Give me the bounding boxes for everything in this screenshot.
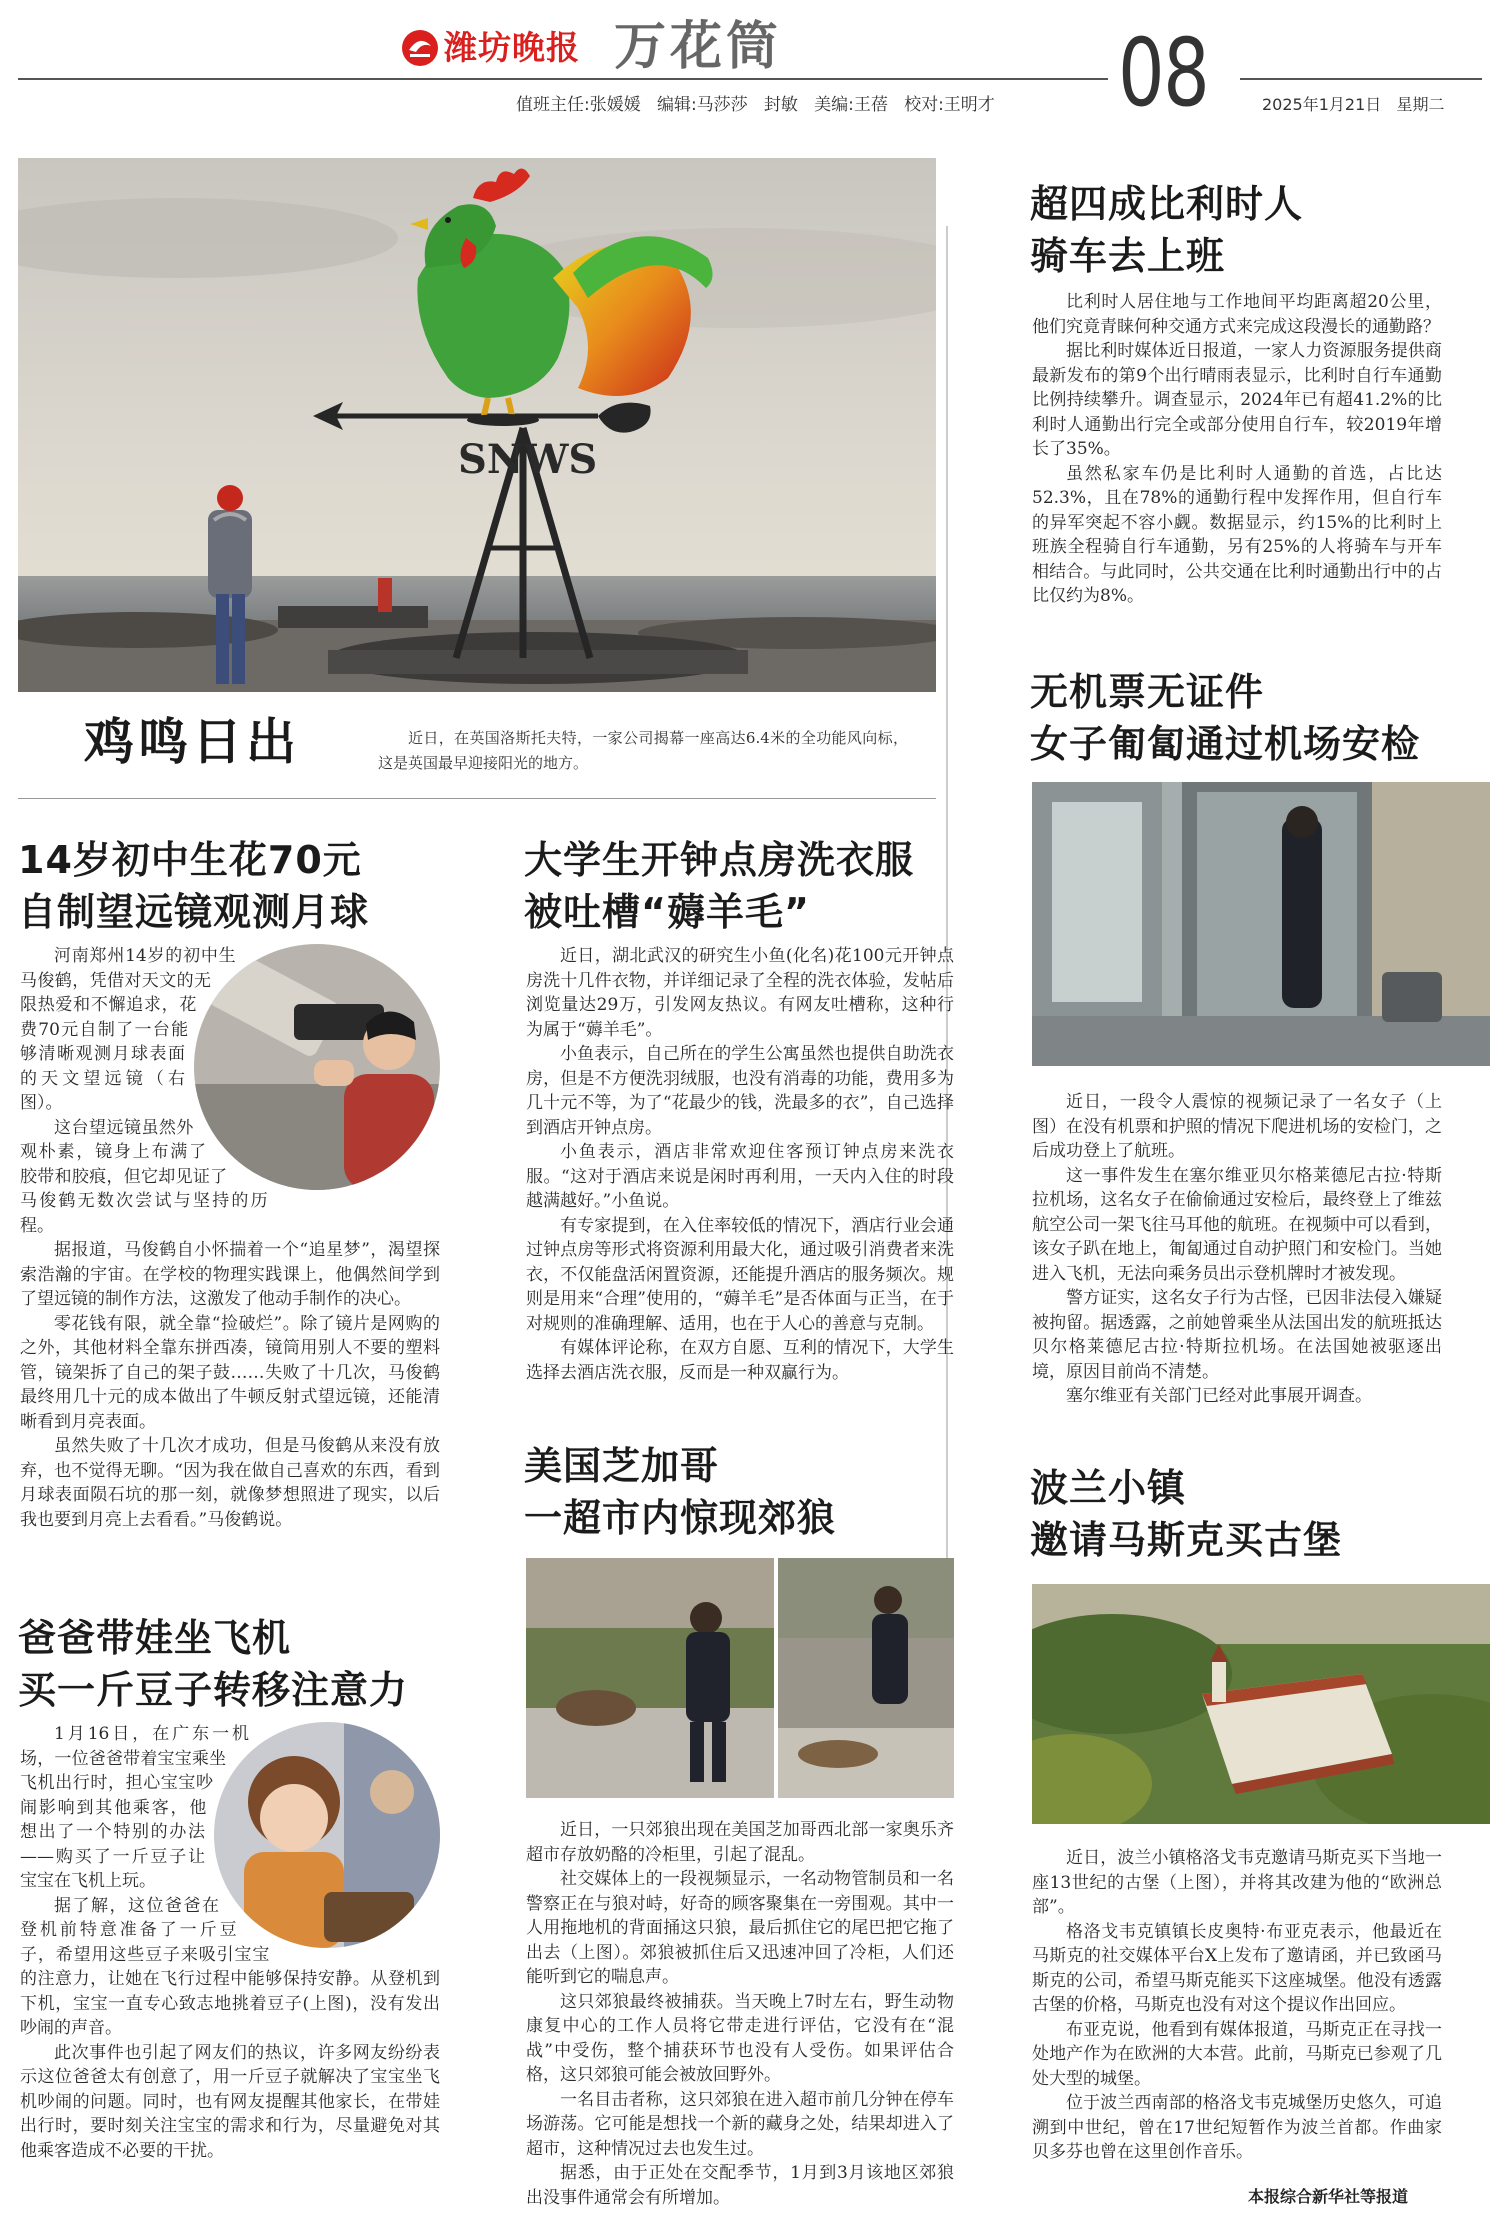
photo-telescope-boy [194,944,440,1190]
date-line [1262,94,1445,116]
article-coyote: 近日，一只郊狼出现在美国芝加哥西北部一家奥乐齐超市存放奶酪的冷柜里，引起了混乱。 社交媒体上的一段视频显示，一名动物管制员和一名警察正在与狼对峙，好奇的顾客聚集在一旁围观。其中一人用拖地机的背面捅这只狼，最后抓住它的尾巴把它拖了出去（上图）。郊狼被抓住后又迅速冲回了冷柜，人们还能听到它的喘息声。 这只郊狼最终被捕获。当天晚上7时左右，野生动物康复中心的工作人员将它带走进行评估，它没有在“混战”中受伤，整个捕获环节也没有人受伤。如果评估合格，这只郊狼可能会被放回野外。 一名目击者称，这只郊狼在进入超市前几分钟在停车场游荡。它可能是想找一个新的藏身之处，结果却进入了超市，这种情况过去也发生过。 据悉，由于正处在交配季节，1月到3月该地区郊狼出没事件通常会有所增加。 [526,1820,954,2208]
headline-bike: 超四成比利时人 骑车去上班 [1030,182,1304,279]
article-castle: 近日，波兰小镇格洛戈韦克邀请马斯克买下当地一座13世纪的古堡（上图），并将其改建为他的“欧洲总部”。 格洛戈韦克镇镇长皮奥特·布亚克表示，他最近在马斯克的社交媒体平台X上发布了邀请函，并已致函马斯克的公司，希望马斯克能买下这座城堡。他没有透露古堡的价格，马斯克也没有对这个提议作出回应。 布亚克说，他看到有媒体报道，马斯克正在寻找一处地产作为在欧洲的大本营。此前，马斯克已参观了几处大型的城堡。 位于波兰西南部的格洛戈韦克城堡历史悠久，可追溯到中世纪，曾在17世纪短暂作为波兰首都。作曲家贝多芬也曾在这里创作音乐。 [1032,1848,1442,2162]
masthead-rule [18,78,1108,80]
staff-line [516,94,995,116]
lead-photo-weathervane [18,158,936,692]
issue-weekday: 星期二 [1396,95,1445,114]
article-source: 本报综合新华社等报道 [1248,2187,1409,2206]
vane-letters: SNWS [458,436,598,483]
lead-caption: 近日，在英国洛斯托夫特，一家公司揭幕一座高达6.4米的全功能风向标，这是英国最早迎接阳光的地方。 [378,729,908,772]
paper-name: 潍坊晚报 [444,28,580,67]
headline-telescope: 14岁初中生花70元 自制望远镜观测月球 [18,838,370,935]
staff-editor: 编辑:马莎莎 [656,95,748,115]
article-telescope: 河南郑州14岁的初中生马俊鹤，凭借对天文的无限热爱和不懈追求，花费70元自制了一台能够清晰观测月球表面的天文望远镜（右图）。 这台望远镜虽然外观朴素，镜身上布满了胶带和胶痕，但它却见证了马俊鹤无数次尝试与坚持的历程。 据报道，马俊鹤自小怀揣着一个“追星梦”，渴望探索浩瀚的宇宙。在学校的物理实践课上，他偶然间学到了望远镜的制作方法，这激发了他动手制作的决心。 零花钱有限，就全靠“捡破烂”。除了镜片是网购的之外，其他材料全靠东拼西凑，镜筒用别人不要的塑料管，镜架拆了自己的架子鼓……失败了十几次，马俊鹤最终用几十元的成本做出了牛顿反射式望远镜，还能清晰看到月亮表面。 虽然失败了十几次才成功，但是马俊鹤从来没有放弃，也不觉得无聊。“因为我在做自己喜欢的东西，看到月球表面陨石坑的那一刻，就像梦想照进了现实，以后我也要到月亮上去看看。”马俊鹤说。 [20,946,440,1530]
photo-coyote-right [778,1558,954,1798]
headline-airport: 无机票无证件 女子匍匐通过机场安检 [1030,670,1421,767]
section-title: 万花筒 [614,16,783,77]
article-beans: 1月16日，在广东一机场，一位爸爸带着宝宝乘坐飞机出行时，担心宝宝吵闹影响到其他乘客，他想出了一个特别的办法——购买了一斤豆子让宝宝在飞机上玩。 据了解，这位爸爸在登机前特意准备了一斤豆子，希望用这些豆子来吸引宝宝的注意力，让她在飞行过程中能够保持安静。从登机到下机，宝宝一直专心致志地挑着豆子(上图)，没有发出吵闹的声音。 此次事件也引起了网友们的热议，许多网友纷纷表示这位爸爸太有创意了，用一斤豆子就解决了宝宝坐飞机吵闹的问题。同时，也有网友提醒其他家长，在带娃出行时，要时刻关注宝宝的需求和行为，尽量避免对其他乘客造成不必要的干扰。 [20,1724,440,2161]
staff-on-duty: 值班主任:张媛媛 [516,95,641,115]
paper-logo-icon [400,28,440,68]
headline-castle: 波兰小镇 邀请马斯克买古堡 [1030,1466,1343,1563]
article-bike: 比利时人居住地与工作地间平均距离超20公里，他们究竟青睐何种交通方式来完成这段漫长的通勤路？ 据比利时媒体近日报道，一家人力资源服务提供商最新发布的第9个出行晴雨表显示，比利时自行车通勤比例持续攀升。调查显示，2024年已有超41.2%的比利时人通勤出行完全或部分使用自行车，较2019年增长了35%。 虽然私家车仍是比利时人通勤的首选，占比达52.3%，且在78%的通勤行程中发挥作用，但自行车的异军突起不容小觑。数据显示，约15%的比利时上班族全程骑自行车通勤，另有25%的人将骑车与开车相结合。与此同时，公共交通在比利时通勤出行中的占比仅约为8%。 [1032,292,1442,606]
masthead [0,0,1500,130]
staff-proofreader: 校对:王明才 [904,95,995,115]
photo-airport-security [1032,782,1490,1066]
lead-divider [18,798,936,799]
staff-editor-2: 封敏 [763,95,798,115]
staff-art-editor: 美编:王蓓 [814,95,888,115]
article-airport: 近日，一段令人震惊的视频记录了一名女子（上图）在没有机票和护照的情况下爬进机场的安检门，之后成功登上了航班。 这一事件发生在塞尔维亚贝尔格莱德尼古拉·特斯拉机场，这名女子在偷偷通过安检后，最终登上了维兹航空公司一架飞往马耳他的航班。在视频中可以看到，该女子趴在地上，匍匐通过自动护照门和安检门。当她进入飞机，无法向乘务员出示登机牌时才被发现。 警方证实，这名女子行为古怪，已因非法侵入嫌疑被拘留。据透露，之前她曾乘坐从法国出发的航班抵达贝尔格莱德尼古拉·特斯拉机场。在法国她被驱逐出境，原因目前尚不清楚。 塞尔维亚有关部门已经对此事展开调查。 [1032,1092,1442,1406]
headline-coyote: 美国芝加哥 一超市内惊现郊狼 [524,1444,837,1541]
photo-castle [1032,1584,1490,1824]
issue-date: 2025年1月21日 [1262,95,1382,114]
page-number: 08 [1118,19,1209,128]
lead-title: 鸡鸣日出 [84,713,300,771]
photo-baby-beans [214,1722,440,1948]
headline-beans: 爸爸带娃坐飞机 买一斤豆子转移注意力 [18,1616,409,1713]
article-laundry: 近日，湖北武汉的研究生小鱼(化名)花100元开钟点房洗十几件衣物，并详细记录了全程的洗衣体验，发帖后浏览量达29万，引发网友热议。有网友吐槽称，这种行为属于“薅羊毛”。 小鱼表示，自己所在的学生公寓虽然也提供自助洗衣房，但是不方便洗羽绒服，也没有消毒的功能，费用多为几十元不等，为了“花最少的钱，洗最多的衣”，自己选择到酒店开钟点房。 小鱼表示，酒店非常欢迎住客预订钟点房来洗衣服。“这对于酒店来说是闲时再利用，一天内入住的时段越满越好。”小鱼说。 有专家提到，在入住率较低的情况下，酒店行业会通过钟点房等形式将资源利用最大化，通过吸引消费者来洗衣，不仅能盘活闲置资源，还能提升酒店的服务频次。规则是用来“合理”使用的，“薅羊毛”是否体面与正当，在于对规则的准确理解、适用，也在于人心的善意与克制。 有媒体评论称，在双方自愿、互利的情况下，大学生选择去酒店洗衣服，反而是一种双赢行为。 [526,946,954,1383]
masthead-rule-right [1240,78,1482,80]
photo-coyote-left [526,1558,774,1798]
headline-laundry: 大学生开钟点房洗衣服 被吐槽“薅羊毛” [524,838,915,935]
